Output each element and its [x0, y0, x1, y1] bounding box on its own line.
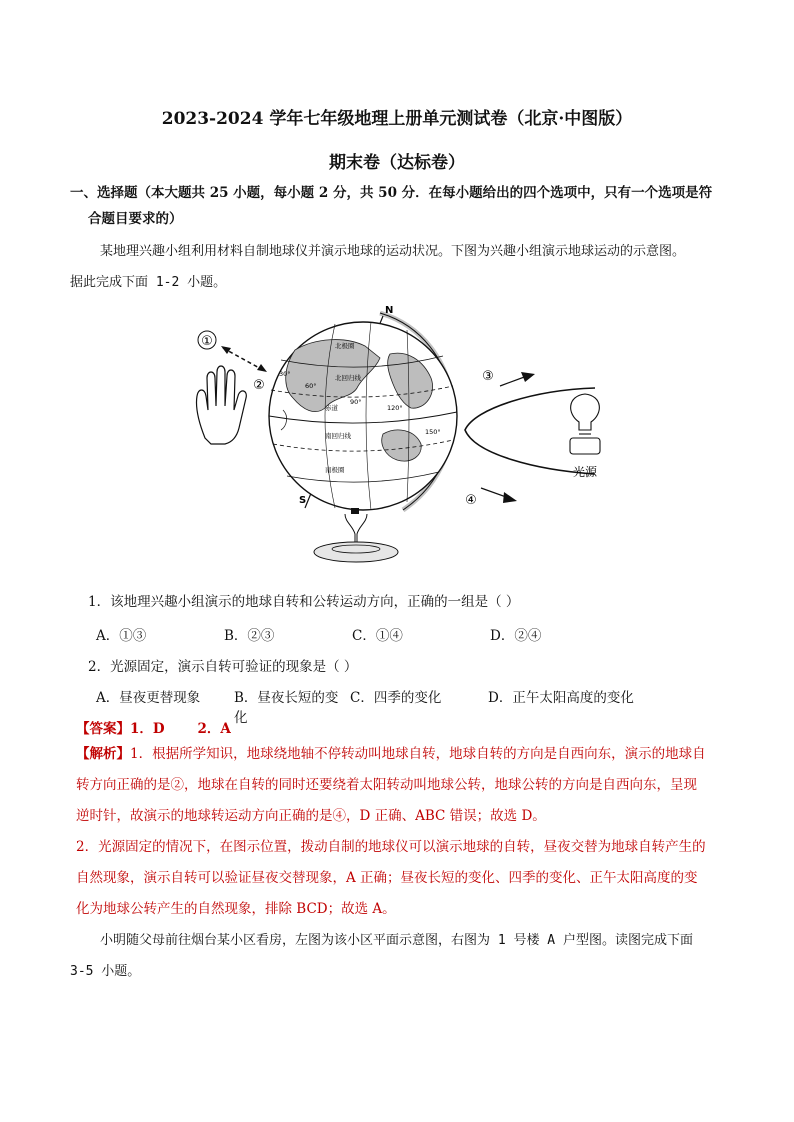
page-subtitle: 期末卷（达标卷）	[329, 153, 465, 173]
analysis-line-6: 化为地球公转产生的自然现象，排除 BCD；故选 A。	[76, 901, 396, 917]
south-label: S	[299, 495, 307, 506]
globe-pivot	[351, 508, 359, 514]
marker-4: ④	[465, 493, 477, 508]
tropic-capricorn-label: 南回归线	[325, 432, 351, 440]
equator-label: 赤道	[325, 404, 338, 412]
lon-60-label: 60°	[305, 382, 317, 390]
analysis-line-2: 转方向正确的是②，地球在自转的同时还要绕着太阳转动叫地球公转，地球公转的方向是自西向东，呈现	[76, 777, 697, 793]
intro-2-paragraph	[70, 925, 730, 987]
globe-diagram	[175, 298, 635, 583]
question-2-stem: 2．光源固定，演示自转可验证的现象是（ ）	[88, 659, 358, 675]
question-1-stem: 1．该地理兴趣小组演示的地球自转和公转运动方向，正确的一组是（ ）	[88, 594, 520, 610]
question-1-option-d: D．②④	[490, 628, 542, 644]
analysis-line-3: 逆时针，故演示的地球转运动方向正确的是④，D 正确、ABC 错误；故选 D。	[76, 808, 546, 824]
section-heading-line-2: 合题目要求的）	[88, 211, 183, 227]
answer-label: 【答案】	[76, 721, 130, 737]
arrow-4-head-icon	[503, 492, 517, 503]
question-1-option-c: C．①④	[352, 628, 403, 644]
hand-icon	[196, 366, 246, 444]
light-source-label: 光源	[572, 465, 598, 479]
lon-30-label: 30°	[279, 370, 291, 378]
antarctic-label: 南极圈	[325, 466, 345, 474]
marker-1: ①	[201, 334, 213, 349]
intro-line-2: 据此完成下面 1-2 小题。	[70, 275, 227, 290]
question-1-option-a: A．①③	[96, 628, 147, 644]
question-2-option-c: C．四季的变化	[350, 690, 442, 706]
arrowhead-left-icon	[221, 346, 231, 354]
intro-line-1: 某地理兴趣小组利用材料自制地球仪并演示地球的运动状况。下图为兴趣小组演示地球运动的示意图。	[100, 244, 686, 259]
intro-2-line-2: 3-5 小题。	[70, 964, 141, 979]
north-label: N	[385, 305, 394, 316]
light-bulb-icon	[570, 394, 600, 454]
lon-150-label: 150°	[425, 428, 441, 436]
rotation-arrow-dashed	[223, 348, 263, 370]
analysis-block	[76, 739, 726, 925]
analysis-line-1: 1．根据所学知识，地球绕地轴不停转动叫地球自转，地球自转的方向是自西向东，演示的地球自	[130, 746, 706, 762]
orbit-curve	[465, 388, 595, 474]
page-title: 2023-2024 学年七年级地理上册单元测试卷（北京·中图版）	[161, 109, 633, 129]
answer-line	[76, 717, 231, 737]
question-2-option-a: A．昼夜更替现象	[96, 690, 201, 706]
question-1-option-b: B．②③	[224, 628, 275, 644]
lon-120-label: 120°	[387, 404, 403, 412]
arctic-label: 北极圈	[335, 342, 355, 350]
arrow-3-line	[500, 376, 527, 386]
marker-2: ②	[253, 378, 265, 393]
arrowhead-right-icon	[257, 364, 267, 372]
section-heading-line-1: 一、选择题（本大题共 25 小题，每小题 2 分，共 50 分．在每小题给出的四个选项中，只有一个选项是符	[70, 185, 713, 201]
intro-2-line-1: 小明随父母前往烟台某小区看房，左图为该小区平面示意图，右图为 1 号楼 A 户型图。读图完成下面	[100, 933, 693, 948]
analysis-line-4: 2．光源固定的情况下，在图示位置，拨动自制的地球仪可以演示地球的自转，昼夜交替为地球自转产生的	[76, 839, 706, 855]
arrow-3-head-icon	[521, 372, 535, 382]
analysis-label: 【解析】	[76, 746, 130, 762]
marker-3: ③	[482, 369, 494, 384]
tropic-cancer-label: 北回归线	[335, 374, 361, 382]
analysis-line-5: 自然现象，演示自转可以验证昼夜交替现象，A 正确；昼夜长短的变化、四季的变化、正午太阳高度的变	[76, 870, 698, 886]
section-heading	[70, 180, 730, 232]
intro-paragraph	[70, 236, 730, 298]
lon-90-label: 90°	[350, 398, 362, 406]
question-2-option-d: D．正午太阳高度的变化	[488, 690, 634, 706]
globe-figure	[175, 298, 635, 583]
question-2-option-b: B．昼夜长短的变化	[234, 690, 339, 726]
answer-text: 1．D 2．A	[130, 721, 231, 737]
question-1-options	[96, 624, 736, 644]
